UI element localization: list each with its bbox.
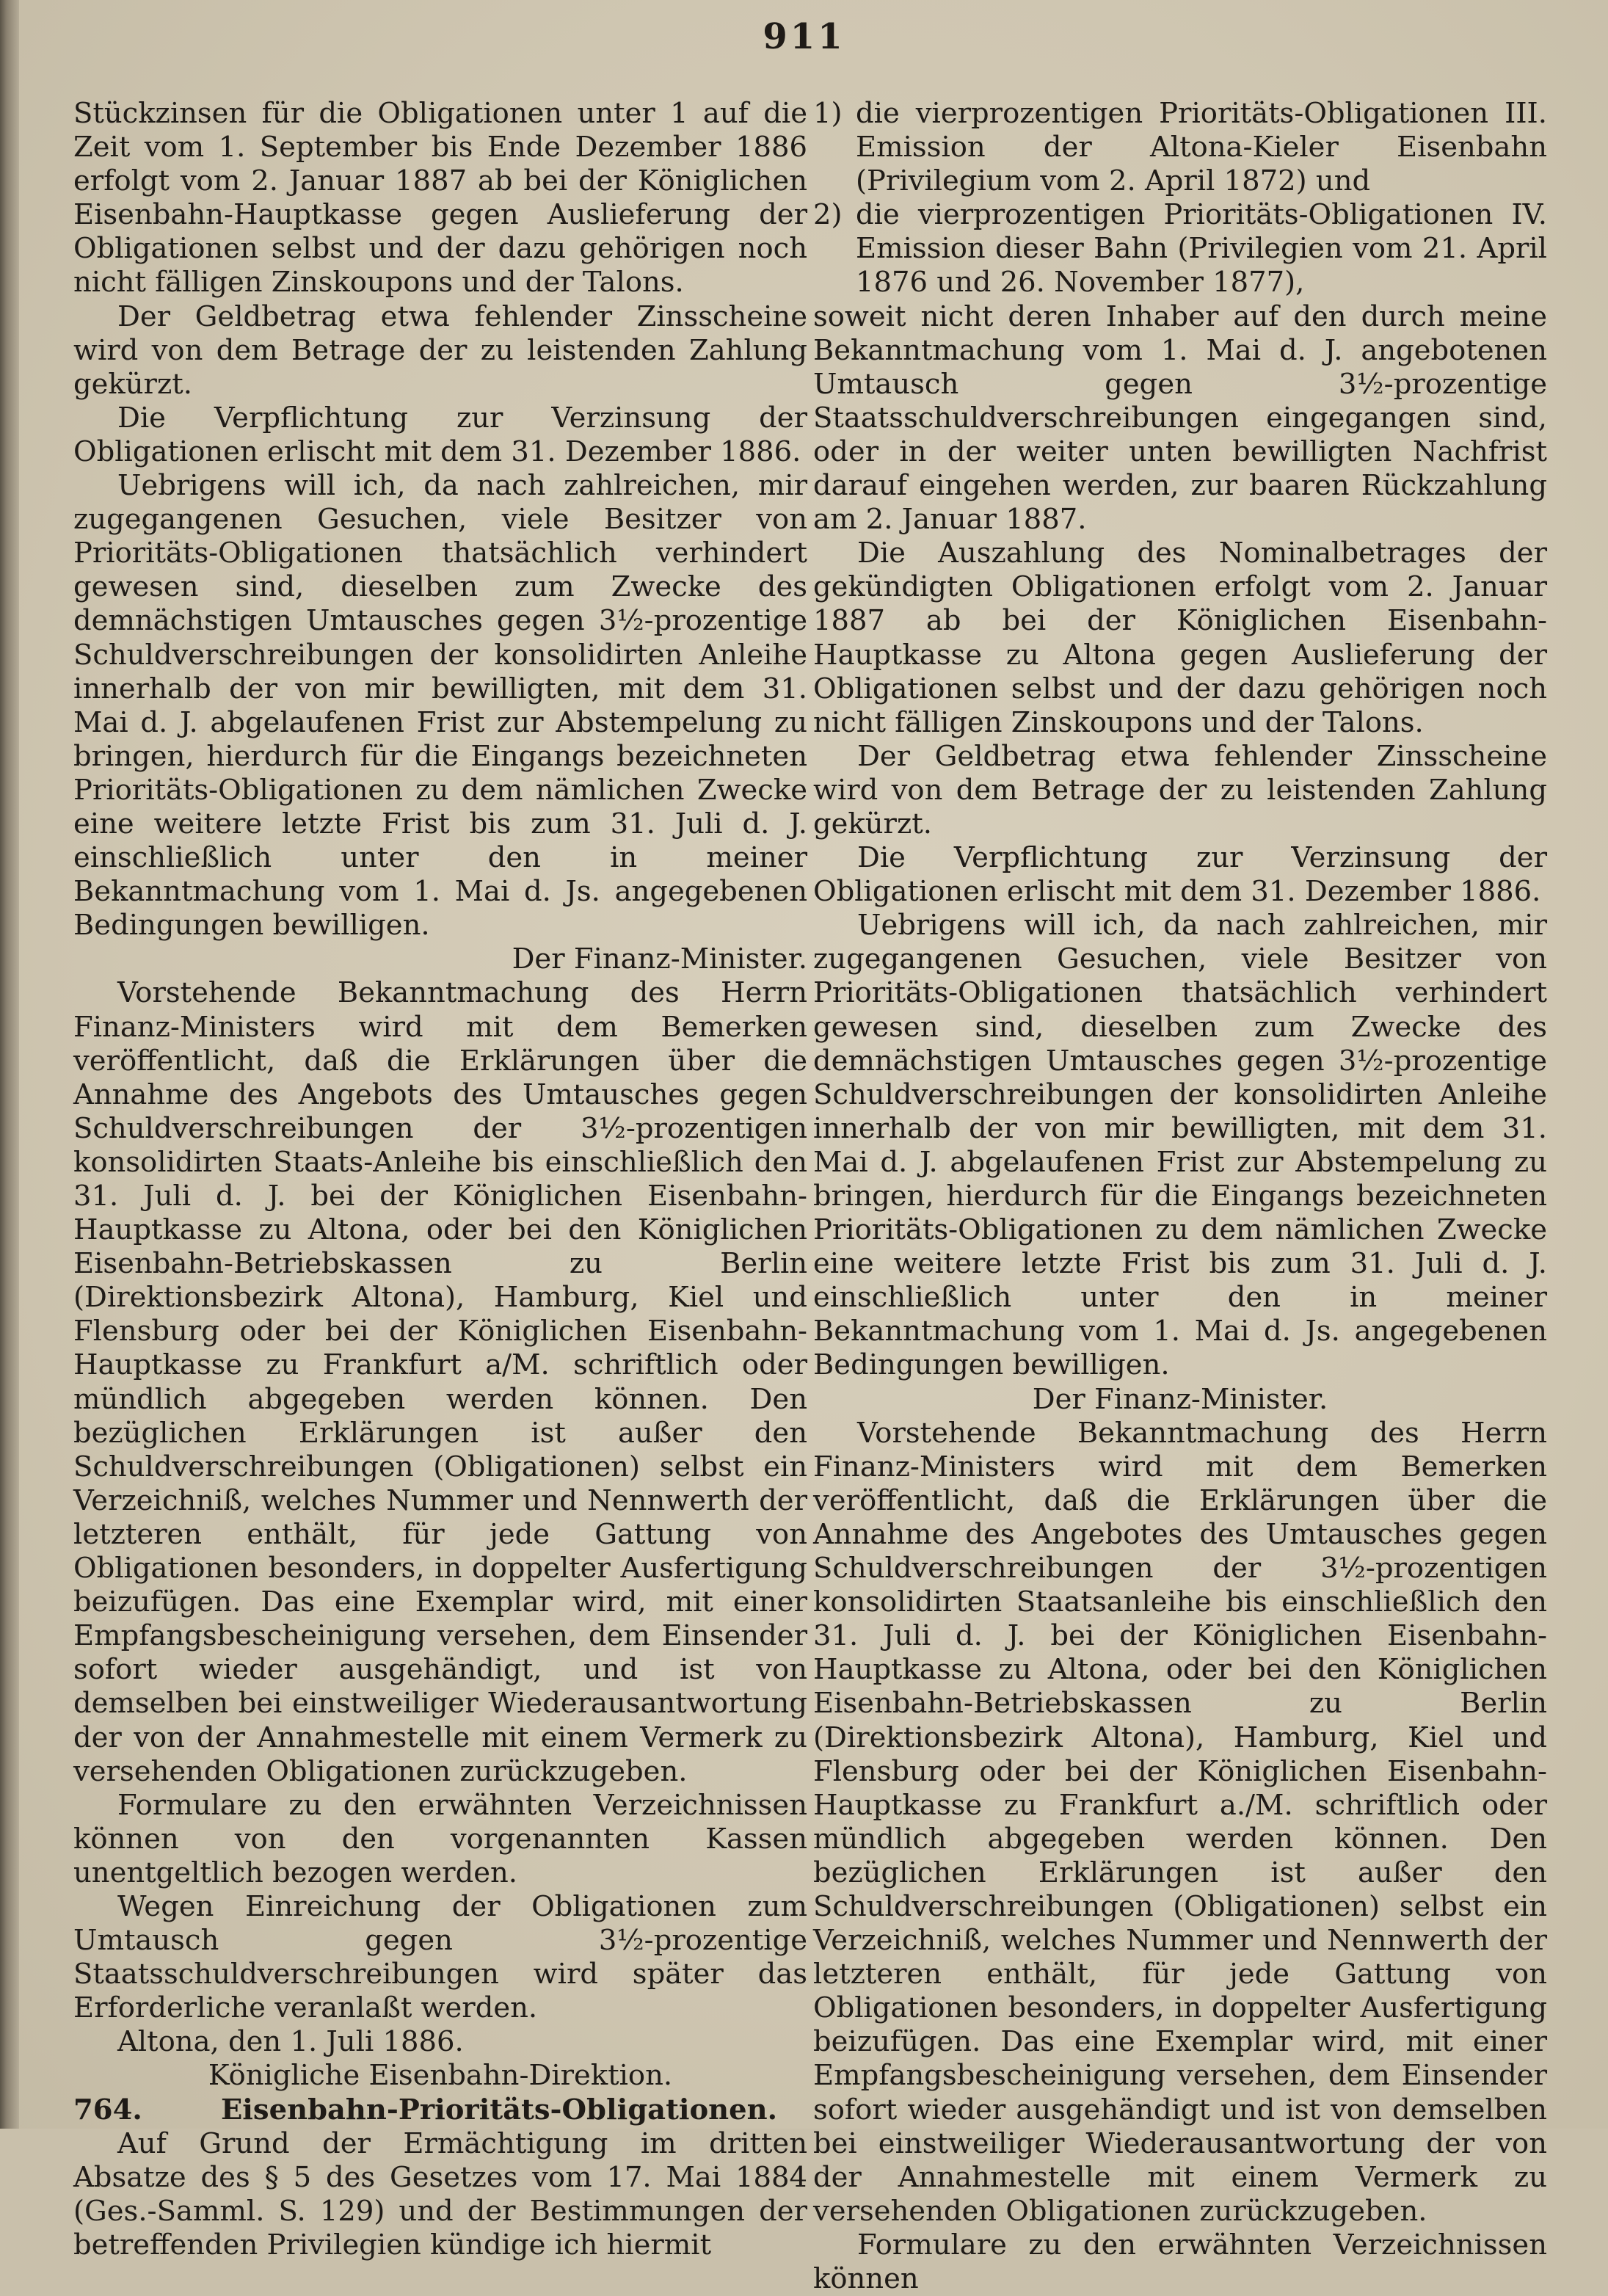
list-item-text: die vierprozentigen Prioritäts-Obligationen IV. Emission dieser Bahn (Privilegien vom 21. April 1876 und 26. November 1877), xyxy=(856,198,1547,299)
right-paragraph-7: Formulare zu den erwähnten Verzeichnissen können xyxy=(813,2228,1547,2295)
list-item-text: die vierprozentigen Prioritäts-Obligationen III. Emission der Altona-Kieler Eisenbahn (Privilegium vom 2. April 1872) und xyxy=(856,97,1547,198)
place-date: Altona, den 1. Juli 1886. xyxy=(117,2025,464,2059)
right-signature-finance-minister: Der Finanz-Minister. xyxy=(1032,1382,1328,1416)
right-paragraph-3: Der Geldbetrag etwa fehlender Zinsscheine wird von dem Betrage der zu leistenden Zahlung gekürzt. xyxy=(813,739,1547,840)
list-item xyxy=(813,97,1547,198)
page-binding-edge xyxy=(0,0,19,2129)
right-paragraph-6: Vorstehende Bekanntmachung des Herrn Finanz-Ministers wird mit dem Bemerken veröffentlicht, daß die Erklärungen über die Annahme des Angebotes des Umtausches gegen Schuldverschreibungen der 3½-prozentigen konsolidirten Staatsanleihe bis einschließlich den 31. Juli d. J. bei der Königlichen Eisenbahn-Hauptkasse zu Altona, oder bei den Königlichen Eisenbahn-Betriebskassen zu Berlin (Direktionsbezirk Altona), Hamburg, Kiel und Flensburg oder bei der Königlichen Eisenbahn-Hauptkasse zu Frankfurt a./M. schriftlich oder mündlich abgegeben werden können. Den bezüglichen Erklärungen ist außer den Schuldverschreibungen (Obligationen) selbst ein Verzeichniß, welches Nummer und Nennwerth der letzteren enthält, für jede Gattung von Obligationen besonders, in doppelter Ausfertigung beizufügen. Das eine Exemplar wird, mit einer Empfangsbescheinigung versehen, dem Einsender sofort wieder ausgehändigt und ist von demselben bei einstweiliger Wiederausantwortung der von der Annahmestelle mit einem Vermerk zu versehenden Obligationen zurückzugeben. xyxy=(813,1416,1547,2228)
left-paragraph-2: Der Geldbetrag etwa fehlender Zinsscheine wird von dem Betrage der zu leistenden Zahlung gekürzt. xyxy=(73,299,807,401)
left-paragraph-4: Uebrigens will ich, da nach zahlreichen, mir zugegangenen Gesuchen, viele Besitzer von Prioritäts-Obligationen thatsächlich verhindert gewesen sind, dieselben zum Zwecke des demnächstigen Umtausches gegen 3½-prozentige Schuldverschreibungen der konsolidirten Anleihe innerhalb der von mir bewilligten, mit dem 31. Mai d. J. abgelaufenen Frist zur Abstempelung zu bringen, hierdurch für die Eingangs bezeichneten Prioritäts-Obligationen zu dem nämlichen Zwecke eine weitere letzte Frist bis zum 31. Juli d. J. einschließlich unter den in meiner Bekanntmachung vom 1. Mai d. Js. angegebenen Bedingungen bewilligen. xyxy=(73,469,807,942)
left-paragraph-5: Vorstehende Bekanntmachung des Herrn Finanz-Ministers wird mit dem Bemerken veröffentlicht, daß die Erklärungen über die Annahme des Angebots des Umtausches gegen Schuldverschreibungen der 3½-prozentigen konsolidirten Staats-Anleihe bis einschließlich den 31. Juli d. J. bei der Königlichen Eisenbahn-Hauptkasse zu Altona, oder bei den Königlichen Eisenbahn-Betriebskassen zu Berlin (Direktionsbezirk Altona), Hamburg, Kiel und Flensburg oder bei der Königlichen Eisenbahn-Hauptkasse zu Frankfurt a/M. schriftlich oder mündlich abgegeben werden können. Den bezüglichen Erklärungen ist außer den Schuldverschreibungen (Obligationen) selbst ein Verzeichniß, welches Nummer und Nennwerth der letzteren enthält, für jede Gattung von Obligationen besonders, in doppelter Ausfertigung beizufügen. Das eine Exemplar wird, mit einer Empfangsbescheinigung versehen, dem Einsender sofort wieder ausgehändigt, und ist von demselben bei einstweiliger Wiederausantwortung der von der Annahmestelle mit einem Vermerk zu versehenden Obligationen zurückzugeben. xyxy=(73,976,807,1788)
left-paragraph-6: Formulare zu den erwähnten Verzeichnissen können von den vorgenannten Kassen unentgeltlich bezogen werden. xyxy=(73,1788,807,1889)
right-paragraph-4: Die Verpflichtung zur Verzinsung der Obligationen erlischt mit dem 31. Dezember 1886. xyxy=(813,841,1547,909)
left-paragraph-3: Die Verpflichtung zur Verzinsung der Obligationen erlischt mit dem 31. Dezember 1886. xyxy=(73,401,807,468)
left-paragraph-7: Wegen Einreichung der Obligationen zum Umtausch gegen 3½-prozentige Staatsschuldverschreibungen wird später das Erforderliche veranlaßt werden. xyxy=(73,1889,807,2025)
list-item-number: 2) xyxy=(813,198,843,232)
right-paragraph-2: Die Auszahlung des Nominalbetrages der gekündigten Obligationen erfolgt vom 2. Januar 1887 ab bei der Königlichen Eisenbahn-Hauptkasse zu Altona gegen Auslieferung der Obligationen selbst und der dazu gehörigen noch nicht fälligen Zinskoupons und der Talons. xyxy=(813,537,1547,739)
left-paragraph-8: Auf Grund der Ermächtigung im dritten Absatze des § 5 des Gesetzes vom 17. Mai 1884 (Ges.-Samml. S. 129) und der Bestimmungen der betreffenden Privilegien kündige ich hiermit xyxy=(73,2126,807,2262)
right-column xyxy=(813,97,1547,2296)
section-title: Eisenbahn-Prioritäts-Obligationen. xyxy=(220,2093,778,2126)
list-item-number: 1) xyxy=(813,97,843,130)
issuing-authority: Königliche Eisenbahn-Direktion. xyxy=(208,2059,673,2093)
page-number: 911 xyxy=(763,16,845,57)
list-item xyxy=(813,198,1547,299)
left-paragraph-1: Stückzinsen für die Obligationen unter 1 auf die Zeit vom 1. September bis Ende Dezember 1886 erfolgt vom 2. Januar 1887 ab bei der Königlichen Eisenbahn-Hauptkasse gegen Auslieferung der Obligationen selbst und der dazu gehörigen noch nicht fälligen Zinskoupons und der Talons. xyxy=(73,97,807,299)
right-paragraph-1: soweit nicht deren Inhaber auf den durch meine Bekanntmachung vom 1. Mai d. J. angebotenen Umtausch gegen 3½-prozentige Staatsschuldverschreibungen eingegangen sind, oder in der weiter unten bewilligten Nachfrist darauf eingehen werden, zur baaren Rückzahlung am 2. Januar 1887. xyxy=(813,299,1547,537)
right-paragraph-5: Uebrigens will ich, da nach zahlreichen, mir zugegangenen Gesuchen, viele Besitzer von Prioritäts-Obligationen thatsächlich verhindert gewesen sind, dieselben zum Zwecke des demnächstigen Umtausches gegen 3½-prozentige Schuldverschreibungen der konsolidirten Anleihe innerhalb der von mir bewilligten, mit dem 31. Mai d. J. abgelaufenen Frist zur Abstempelung zu bringen, hierdurch für die Eingangs bezeichneten Prioritäts-Obligationen zu dem nämlichen Zwecke eine weitere letzte Frist bis zum 31. Juli d. J. einschließlich unter den in meiner Bekanntmachung vom 1. Mai d. Js. angegebenen Bedingungen bewilligen. xyxy=(813,909,1547,1382)
section-heading xyxy=(73,2093,807,2127)
left-column xyxy=(73,97,807,2262)
left-signature-finance-minister: Der Finanz-Minister. xyxy=(512,942,807,976)
section-number: 764. xyxy=(73,2093,142,2126)
